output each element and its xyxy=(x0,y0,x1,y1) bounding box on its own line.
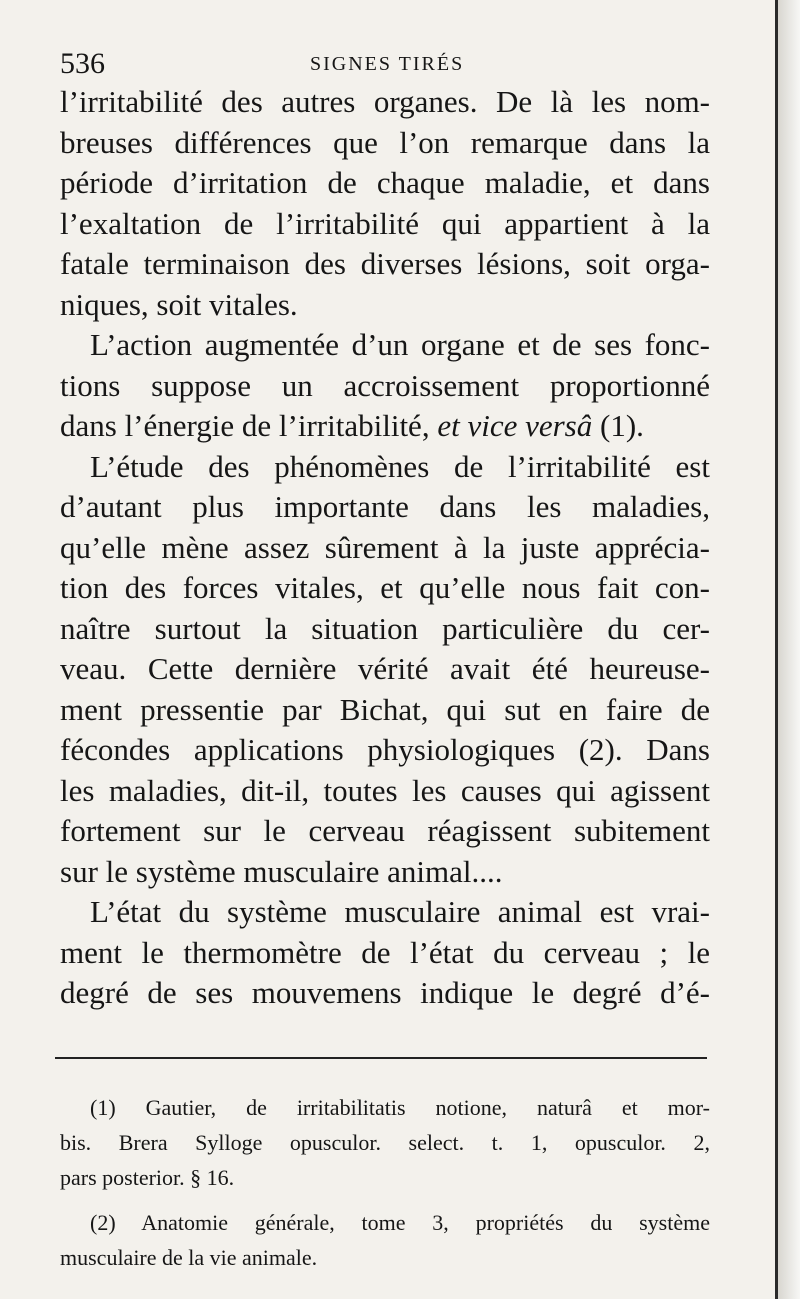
running-head: SIGNES TIRÉS xyxy=(310,53,465,75)
footnotes xyxy=(60,1090,710,1275)
text-line: L’action augmentée d’un organe et de ses fonc- xyxy=(90,327,710,362)
text-line: fécondes applications physiologiques (2). Dans xyxy=(60,732,710,767)
note-reference: (1). xyxy=(592,408,644,443)
footnote-line: bis. Brera Sylloge opusculor. select. t. 1, opusculor. 2, xyxy=(60,1130,710,1155)
body-text xyxy=(60,82,710,1014)
text-line: tion des forces vitales, et qu’elle nous fait con- xyxy=(60,570,710,605)
page-header xyxy=(60,44,710,84)
text-line: degré de ses mouvemens indique le degré d’é- xyxy=(60,975,710,1010)
text-line: l’exaltation de l’irritabilité qui appartient à la xyxy=(60,205,710,241)
text-segment: dans l’énergie de l’irritabilité, xyxy=(60,408,430,443)
text-line: niques, soit vitales. xyxy=(60,286,298,322)
page-number: 536 xyxy=(60,47,105,80)
text-line: période d’irritation de chaque maladie, et dans xyxy=(60,165,710,200)
text-line: breuses différences que l’on remarque dans la xyxy=(60,124,710,160)
footnote-line: (1) Gautier, de irritabilitatis notione, naturâ et mor- xyxy=(90,1095,710,1120)
text-line: L’état du système musculaire animal est vrai- xyxy=(90,894,710,929)
text-line: fortement sur le cerveau réagissent subitement xyxy=(60,813,710,848)
text-line: fatale terminaison des diverses lésions, soit orga- xyxy=(60,246,710,281)
text-line: d’autant plus importante dans les maladies, xyxy=(60,489,710,524)
text-line: l’irritabilité des autres organes. De là les nom- xyxy=(60,84,710,119)
footnote-line: (2) Anatomie générale, tome 3, propriétés du système xyxy=(90,1210,710,1235)
text-line: sur le système musculaire animal.... xyxy=(60,853,503,889)
footnote-line: pars posterior. § 16. xyxy=(60,1165,235,1190)
footnote-line: musculaire de la vie animale. xyxy=(60,1245,318,1270)
text-line: ment le thermomètre de l’état du cerveau ; le xyxy=(60,934,710,970)
italic-phrase: et vice versâ xyxy=(437,408,593,443)
page-edge xyxy=(778,0,800,1299)
text-line: naître surtout la situation particulière du cer- xyxy=(60,610,710,646)
text-line: ment pressentie par Bichat, qui sut en faire de xyxy=(60,691,710,727)
text-line: veau. Cette dernière vérité avait été heureuse- xyxy=(60,651,710,686)
text-line: qu’elle mène assez sûrement à la juste apprécia- xyxy=(60,529,710,565)
text-line: tions suppose un accroissement proportionné xyxy=(60,367,710,403)
text-line: L’étude des phénomènes de l’irritabilité est xyxy=(90,448,710,484)
text-line-with-italic xyxy=(60,406,710,447)
text-line: les maladies, dit-il, toutes les causes qui agissent xyxy=(60,772,710,808)
footnote-rule xyxy=(55,1057,707,1059)
footnote-gap xyxy=(60,1195,710,1205)
